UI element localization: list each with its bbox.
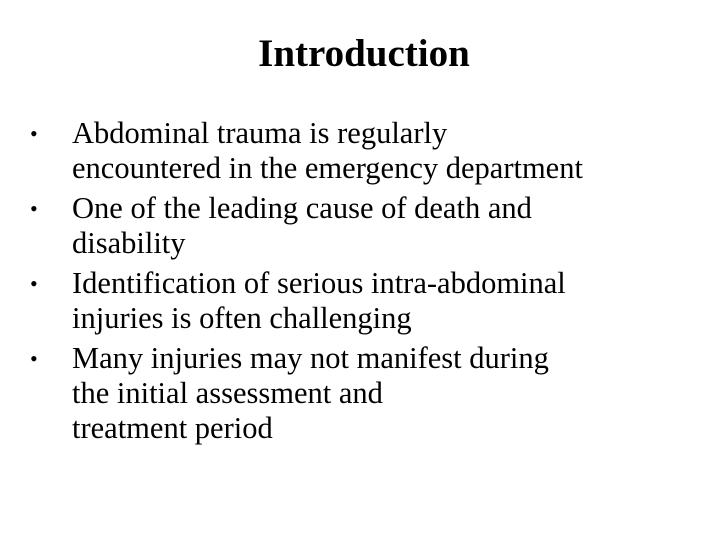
bullet-item [28, 266, 718, 336]
bullet-line: Many injuries may not manifest during [72, 341, 549, 375]
bullet-item [28, 116, 718, 186]
bullet-line: disability [72, 226, 186, 260]
bullet-dot-icon: • [30, 346, 38, 371]
bullet-line: the initial assessment and [72, 376, 383, 410]
bullet-item [28, 191, 718, 261]
bullet-dot-icon: • [30, 271, 38, 296]
bullet-line: Identification of serious intra-abdominal [72, 266, 566, 300]
bullet-dot-icon: • [30, 121, 38, 146]
bullet-line: treatment period [72, 411, 273, 445]
bullet-line: injuries is often challenging [72, 301, 412, 335]
bullet-list [28, 116, 718, 451]
bullet-line: One of the leading cause of death and [72, 191, 532, 225]
bullet-line: Abdominal trauma is regularly [72, 116, 448, 150]
bullet-line: encountered in the emergency department [72, 151, 583, 185]
bullet-item [28, 341, 718, 446]
bullet-dot-icon: • [30, 196, 38, 221]
slide-title: Introduction [258, 32, 470, 75]
